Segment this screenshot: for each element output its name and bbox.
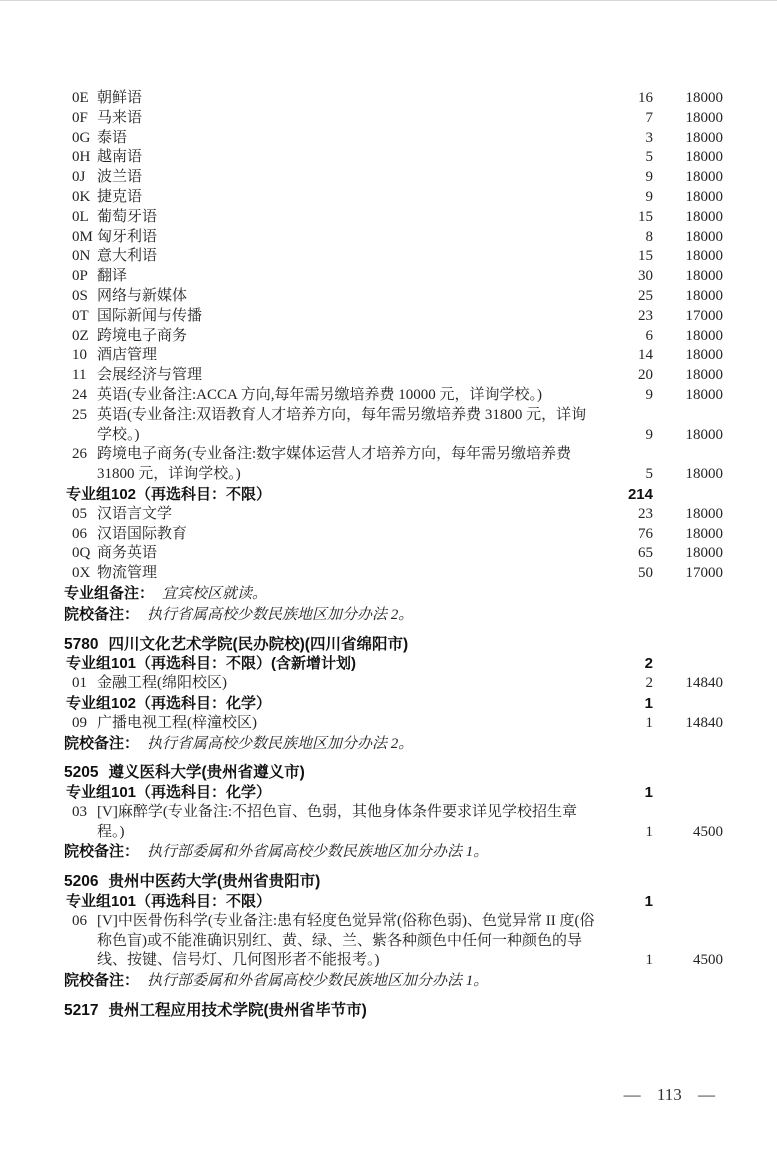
major-code: 0M <box>72 228 93 245</box>
major-title: 广播电视工程(梓潼校区) <box>97 714 257 731</box>
major-row <box>64 208 723 228</box>
tuition-fee: 18000 <box>685 208 723 225</box>
plan-count: 20 <box>638 367 653 384</box>
plan-count: 23 <box>638 307 653 324</box>
major-row <box>64 307 723 327</box>
major-row <box>64 386 723 406</box>
school-header <box>64 872 723 892</box>
major-code: 0Q <box>72 545 91 562</box>
tuition-fee: 18000 <box>685 228 723 245</box>
school-row <box>64 635 723 655</box>
major-row <box>64 714 723 734</box>
major-title: 葡萄牙语 <box>97 208 158 225</box>
major-row <box>64 228 723 248</box>
major-name <box>64 109 602 129</box>
major-row <box>64 346 723 366</box>
group-plan-count: 1 <box>644 694 653 712</box>
major-name <box>64 445 602 485</box>
plan-count: 15 <box>638 208 653 225</box>
major-name <box>64 247 602 267</box>
major-code: 06 <box>72 912 87 929</box>
remark-text: 执行部委属和外省属高校少数民族地区加分办法 1。 <box>147 973 489 990</box>
school-header <box>64 763 723 783</box>
major-name <box>64 525 602 545</box>
remark <box>64 584 723 605</box>
plan-count: 7 <box>645 109 653 126</box>
plan-count: 6 <box>645 327 653 344</box>
school-name: 贵州工程应用技术学院(贵州省毕节市) <box>108 1002 367 1020</box>
major-name <box>64 327 602 347</box>
major-code: 01 <box>72 675 87 692</box>
group-row <box>64 783 723 803</box>
major-name <box>64 406 602 446</box>
tuition-fee: 18000 <box>685 426 723 443</box>
major-code: 06 <box>72 525 87 542</box>
major-title: 商务英语 <box>97 545 158 562</box>
remark-text: 执行省属高校少数民族地区加分办法 2。 <box>147 735 414 752</box>
major-title: 网络与新媒体 <box>97 287 188 304</box>
major-row <box>64 406 723 446</box>
plan-count: 50 <box>638 565 653 582</box>
group-row <box>64 892 723 912</box>
major-code: 26 <box>72 446 87 463</box>
tuition-fee: 18000 <box>685 545 723 562</box>
tuition-fee: 18000 <box>685 169 723 186</box>
school-name: 贵州中医药大学(贵州省贵阳市) <box>108 873 321 891</box>
major-code: 0J <box>72 169 86 186</box>
major-name <box>64 168 602 188</box>
plan-count: 9 <box>645 426 653 443</box>
major-row <box>64 267 723 287</box>
group-row <box>64 485 723 505</box>
major-name <box>64 803 602 843</box>
major-code: 0T <box>72 307 89 324</box>
tuition-fee: 18000 <box>685 129 723 146</box>
major-code: 03 <box>72 803 87 820</box>
tuition-fee: 18000 <box>685 287 723 304</box>
tuition-fee: 17000 <box>685 565 723 582</box>
school-code: 5780 <box>64 635 99 653</box>
school-row <box>64 872 723 892</box>
major-row <box>64 327 723 347</box>
tuition-fee: 17000 <box>685 307 723 324</box>
major-code: 0Z <box>72 327 89 344</box>
major-code: 11 <box>72 367 87 384</box>
major-code: 0G <box>72 129 91 146</box>
remark <box>64 605 723 626</box>
major-code: 0P <box>72 268 88 285</box>
major-row <box>64 544 723 564</box>
remark <box>64 734 723 755</box>
plan-count: 16 <box>638 90 653 106</box>
major-name <box>64 714 602 734</box>
major-row <box>64 287 723 307</box>
tuition-fee: 18000 <box>685 367 723 384</box>
major-title: 波兰语 <box>97 169 143 186</box>
tuition-fee: 4500 <box>693 823 723 840</box>
plan-count: 76 <box>638 525 653 542</box>
tuition-fee: 14840 <box>685 675 723 692</box>
tuition-fee: 18000 <box>685 327 723 344</box>
major-title: 朝鲜语 <box>97 90 143 106</box>
plan-count: 5 <box>645 149 653 166</box>
plan-count: 2 <box>645 675 653 692</box>
major-title: [V]中医骨伤科学(专业备注:患有轻度色觉异常(俗称色弱)、色觉异常 II 度(俗称色盲)或不能准确识别红、黄、绿、兰、紫各种颜色中任何一种颜色的导线、按键、信号灯、几何图形者不能报考。) <box>97 912 595 969</box>
tuition-fee: 18000 <box>685 386 723 403</box>
major-row <box>64 89 723 109</box>
major-code: 0E <box>72 90 89 106</box>
major-name <box>64 674 602 694</box>
major-row <box>64 247 723 267</box>
remark-text: 执行省属高校少数民族地区加分办法 2。 <box>147 606 414 623</box>
plan-count: 30 <box>638 268 653 285</box>
major-name <box>64 505 602 525</box>
major-title: 国际新闻与传播 <box>97 307 203 324</box>
major-name <box>64 307 602 327</box>
tuition-fee: 18000 <box>685 90 723 106</box>
remark-label: 院校备注： <box>64 734 140 752</box>
school-row <box>64 763 723 783</box>
school-header <box>64 635 723 655</box>
major-name <box>64 386 602 406</box>
major-title: 跨境电子商务(专业备注:数字媒体运营人才培养方向，每年需另缴培养费 31800 元，详询学校。) <box>97 446 572 483</box>
major-title: 金融工程(绵阳校区) <box>97 675 227 692</box>
plan-count: 3 <box>645 129 653 146</box>
major-code: 0H <box>72 149 91 166</box>
major-name <box>64 912 602 971</box>
group-plan-count: 1 <box>644 893 653 911</box>
major-name <box>64 129 602 149</box>
major-title: [V]麻醉学(专业备注:不招色盲、色弱，其他身体条件要求详见学校招生章程。) <box>97 803 577 840</box>
major-title: 汉语言文学 <box>97 505 173 522</box>
group-plan-count: 214 <box>627 485 653 503</box>
major-row <box>64 803 723 843</box>
major-row <box>64 505 723 525</box>
major-title: 意大利语 <box>97 248 158 265</box>
remark <box>64 971 723 992</box>
document-rows <box>64 89 723 1021</box>
major-name <box>64 228 602 248</box>
plan-count: 8 <box>645 228 653 245</box>
group-row <box>64 694 723 714</box>
major-row <box>64 445 723 485</box>
major-title: 越南语 <box>97 149 143 166</box>
remark-row <box>64 842 723 863</box>
major-name <box>64 148 602 168</box>
school-name: 遵义医科大学(贵州省遵义市) <box>108 764 305 782</box>
major-name <box>64 89 602 109</box>
plan-count: 1 <box>645 952 653 969</box>
remark-row <box>64 734 723 755</box>
major-title: 匈牙利语 <box>97 228 158 245</box>
major-row <box>64 912 723 971</box>
major-row <box>64 366 723 386</box>
plan-count: 65 <box>638 545 653 562</box>
major-code: 09 <box>72 714 87 731</box>
tuition-fee: 18000 <box>685 268 723 285</box>
tuition-fee: 18000 <box>685 188 723 205</box>
group-label: 专业组102（再选科目：不限） <box>66 485 272 503</box>
school-code: 5206 <box>64 873 99 891</box>
plan-count: 9 <box>645 188 653 205</box>
plan-count: 25 <box>638 287 653 304</box>
remark-label: 院校备注： <box>64 972 140 990</box>
tuition-fee: 18000 <box>685 525 723 542</box>
major-name <box>64 544 602 564</box>
major-name <box>64 267 602 287</box>
page-number: — 113 — <box>623 1085 715 1104</box>
group-row <box>64 654 723 674</box>
remark-row <box>64 584 723 605</box>
group-label: 专业组101（再选科目：不限） <box>66 893 272 911</box>
major-code: 0N <box>72 248 91 265</box>
major-name <box>64 346 602 366</box>
group-plan-count: 2 <box>644 655 653 673</box>
remark-row <box>64 971 723 992</box>
major-name <box>64 366 602 386</box>
group-label: 专业组101（再选科目：化学） <box>66 784 272 802</box>
major-code: 0F <box>72 109 88 126</box>
school-row <box>64 1001 723 1021</box>
tuition-fee: 18000 <box>685 347 723 364</box>
major-row <box>64 148 723 168</box>
major-title: 物流管理 <box>97 565 158 582</box>
group-label: 专业组101（再选科目：不限）(含新增计划) <box>66 655 357 673</box>
major-name <box>64 564 602 584</box>
major-row <box>64 129 723 149</box>
major-code: 24 <box>72 386 87 403</box>
major-row <box>64 188 723 208</box>
major-code: 0X <box>72 565 91 582</box>
plan-count: 23 <box>638 505 653 522</box>
major-code: 10 <box>72 347 87 364</box>
major-title: 翻译 <box>97 268 128 285</box>
plan-count: 1 <box>645 823 653 840</box>
remark-row <box>64 605 723 626</box>
remark-label: 专业组备注： <box>64 584 155 602</box>
remark-label: 院校备注： <box>64 843 140 861</box>
major-name <box>64 188 602 208</box>
plan-count: 9 <box>645 169 653 186</box>
group-label: 专业组102（再选科目：化学） <box>66 694 272 712</box>
plan-count: 14 <box>638 347 653 364</box>
major-title: 会展经济与管理 <box>97 367 203 384</box>
tuition-fee: 18000 <box>685 248 723 265</box>
remark-text: 执行部委属和外省属高校少数民族地区加分办法 1。 <box>147 844 489 861</box>
plan-count: 15 <box>638 248 653 265</box>
major-title: 捷克语 <box>97 188 143 205</box>
plan-count: 1 <box>645 714 653 731</box>
tuition-fee: 4500 <box>693 952 723 969</box>
major-code: 0K <box>72 188 91 205</box>
remark-text: 宜宾校区就读。 <box>162 585 268 602</box>
plan-count: 9 <box>645 386 653 403</box>
tuition-fee: 18000 <box>685 149 723 166</box>
major-title: 酒店管理 <box>97 347 158 364</box>
remark-label: 院校备注： <box>64 605 140 623</box>
major-row <box>64 525 723 545</box>
major-code: 05 <box>72 505 87 522</box>
tuition-fee: 18000 <box>685 505 723 522</box>
tuition-fee: 14840 <box>685 714 723 731</box>
major-row <box>64 168 723 188</box>
major-title: 汉语国际教育 <box>97 525 188 542</box>
school-name: 四川文化艺术学院(民办院校)(四川省绵阳市) <box>108 635 409 653</box>
major-code: 0L <box>72 208 89 225</box>
major-name <box>64 287 602 307</box>
major-name <box>64 208 602 228</box>
major-row <box>64 674 723 694</box>
major-code: 25 <box>72 406 87 423</box>
school-header <box>64 1001 723 1021</box>
major-title: 泰语 <box>97 129 128 146</box>
plan-count: 5 <box>645 466 653 483</box>
major-title: 跨境电子商务 <box>97 327 188 344</box>
group-plan-count: 1 <box>644 784 653 802</box>
school-code: 5205 <box>64 764 99 782</box>
major-title: 马来语 <box>97 109 143 126</box>
school-code: 5217 <box>64 1002 99 1020</box>
major-title: 英语(专业备注:双语教育人才培养方向，每年需另缴培养费 31800 元，详询学校。) <box>97 406 587 443</box>
tuition-fee: 18000 <box>685 466 723 483</box>
major-title: 英语(专业备注:ACCA 方向,每年需另缴培养费 10000 元，详询学校。) <box>97 386 543 403</box>
major-row <box>64 109 723 129</box>
tuition-fee: 18000 <box>685 109 723 126</box>
remark <box>64 842 723 863</box>
major-code: 0S <box>72 287 88 304</box>
major-row <box>64 564 723 584</box>
